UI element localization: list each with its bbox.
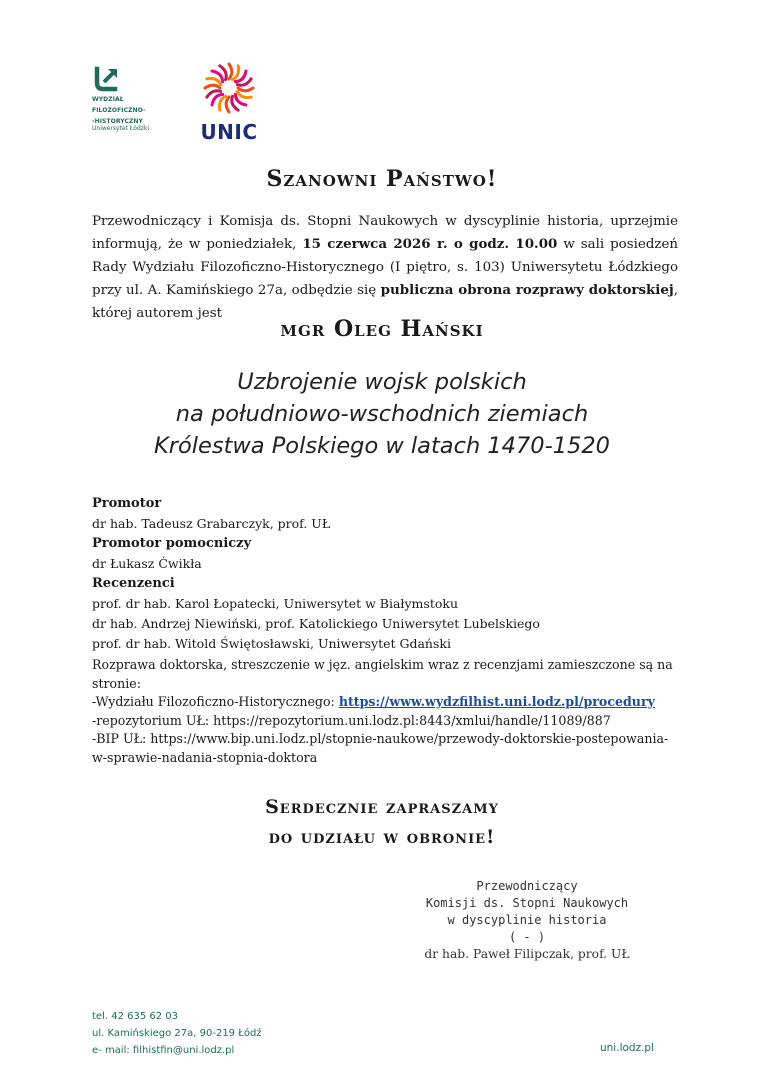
intro-text-1: Przewodniczący i Komisja ds. Stopni Naukowych w dyscyplinie historia, uprzejmie informują, że w poniedziałek, [92, 214, 678, 252]
invitation-line1: Serdecznie zapraszamy [265, 796, 499, 818]
faculty-link-prefix: -Wydziału Filozoficzno-Historycznego: [92, 694, 339, 709]
unic-ray [232, 66, 238, 80]
documents-intro: Rozprawa doktorska, streszczenie w jęz. angielskim wraz z recenzjami zamieszczone są na stronie: [92, 657, 673, 691]
bip-line-2: w-sprawie-nadania-stopnia-doktora [92, 749, 318, 765]
unic-ray [237, 91, 251, 97]
signature-block [392, 878, 662, 963]
repository-line: -repozytorium UŁ: https://repozytorium.uni.lodz.pl:8443/xmlui/handle/11089/887 [92, 712, 611, 728]
invitation-heading [0, 792, 764, 852]
signature-name: dr hab. Paweł Filipczak, prof. UŁ [424, 947, 630, 961]
unic-ray [205, 85, 220, 88]
thesis-title-line3: Królestwa Polskiego w latach 1470-1520 [153, 433, 610, 459]
signature-line3: w dyscyplinie historia [447, 913, 607, 927]
unic-ray [207, 78, 221, 84]
committee-section [92, 494, 682, 654]
author-name: mgr Oleg Hański [280, 316, 484, 342]
faculty-logo [92, 66, 172, 133]
intro-text-2: w sali posiedzeń Rady Wydziału Filozoficzno-Historycznego (I piętro, s. 103) Uniwersytetu Łódzkiego przy ul. A. Kamińskiego 27a, odbędzie się [92, 237, 678, 298]
reviewer-item: dr hab. Andrzej Niewiński, prof. Katolickiego Uniwersytet Lubelskiego [92, 616, 540, 631]
signature-line2: Komisji ds. Stopni Naukowych [425, 896, 629, 910]
salutation-heading: Szanowni Państwo! [266, 166, 498, 192]
unic-ray [238, 88, 253, 91]
faculty-logo-icon [94, 66, 120, 92]
unic-rays-icon [199, 58, 259, 118]
invitation-line2: do udziału w obronie! [268, 826, 496, 848]
unic-ray [219, 96, 225, 110]
unic-ray [226, 97, 229, 112]
faculty-link-line [92, 693, 682, 712]
signature-line1: Przewodniczący [476, 879, 578, 893]
thesis-title [0, 366, 764, 462]
signature-line4: ( - ) [508, 930, 546, 944]
thesis-title-line1: Uzbrojenie wojsk polskich [237, 369, 527, 395]
footer-address: ul. Kamińskiego 27a, 90-219 Łódź [92, 1028, 262, 1039]
footer-contact [92, 1008, 262, 1059]
reviewer-item: prof. dr hab. Witold Świętosławski, Uniwersytet Gdański [92, 636, 451, 651]
faculty-procedures-link[interactable]: https://www.wydzfilhist.uni.lodz.pl/procedury [338, 694, 655, 709]
intro-date: 15 czerwca 2026 r. o godz. 10.00 [302, 236, 558, 252]
faculty-logo-line1: WYDZIAŁ [92, 96, 124, 103]
unic-ray [229, 64, 232, 79]
documents-section [92, 656, 682, 767]
unic-logo-word: UNIC [200, 120, 258, 144]
reviewers-label: Recenzenci [92, 576, 175, 591]
intro-text-3: , której autorem jest [92, 283, 678, 321]
faculty-logo-line3: -HISTORYCZNY [92, 118, 144, 125]
unic-logo [194, 58, 264, 144]
intro-paragraph [92, 210, 678, 325]
bip-line-1: -BIP UŁ: https://www.bip.uni.lodz.pl/stopnie-naukowe/przewody-doktorskie-postepowania- [92, 731, 669, 746]
assistant-promotor-label: Promotor pomocniczy [92, 536, 252, 551]
promotor-label: Promotor [92, 496, 162, 511]
faculty-logo-line2: FILOZOFICZNO- [92, 107, 146, 114]
footer-website: uni.lodz.pl [600, 1042, 655, 1054]
reviewer-item: prof. dr hab. Karol Łopatecki, Uniwersytet w Białymstoku [92, 596, 458, 611]
assistant-promotor-name: dr Łukasz Ćwikła [92, 556, 202, 571]
footer-phone: tel. 42 635 62 03 [92, 1011, 179, 1022]
footer-email: e- mail: filhistfin@uni.lodz.pl [92, 1045, 235, 1056]
intro-event: publiczna obrona rozprawy doktorskiej [380, 282, 674, 298]
promotor-name: dr hab. Tadeusz Grabarczyk, prof. UŁ [92, 516, 331, 531]
faculty-logo-university: Uniwersytet Łódzki [92, 125, 150, 132]
thesis-title-line2: na południowo-wschodnich ziemiach [175, 401, 589, 427]
